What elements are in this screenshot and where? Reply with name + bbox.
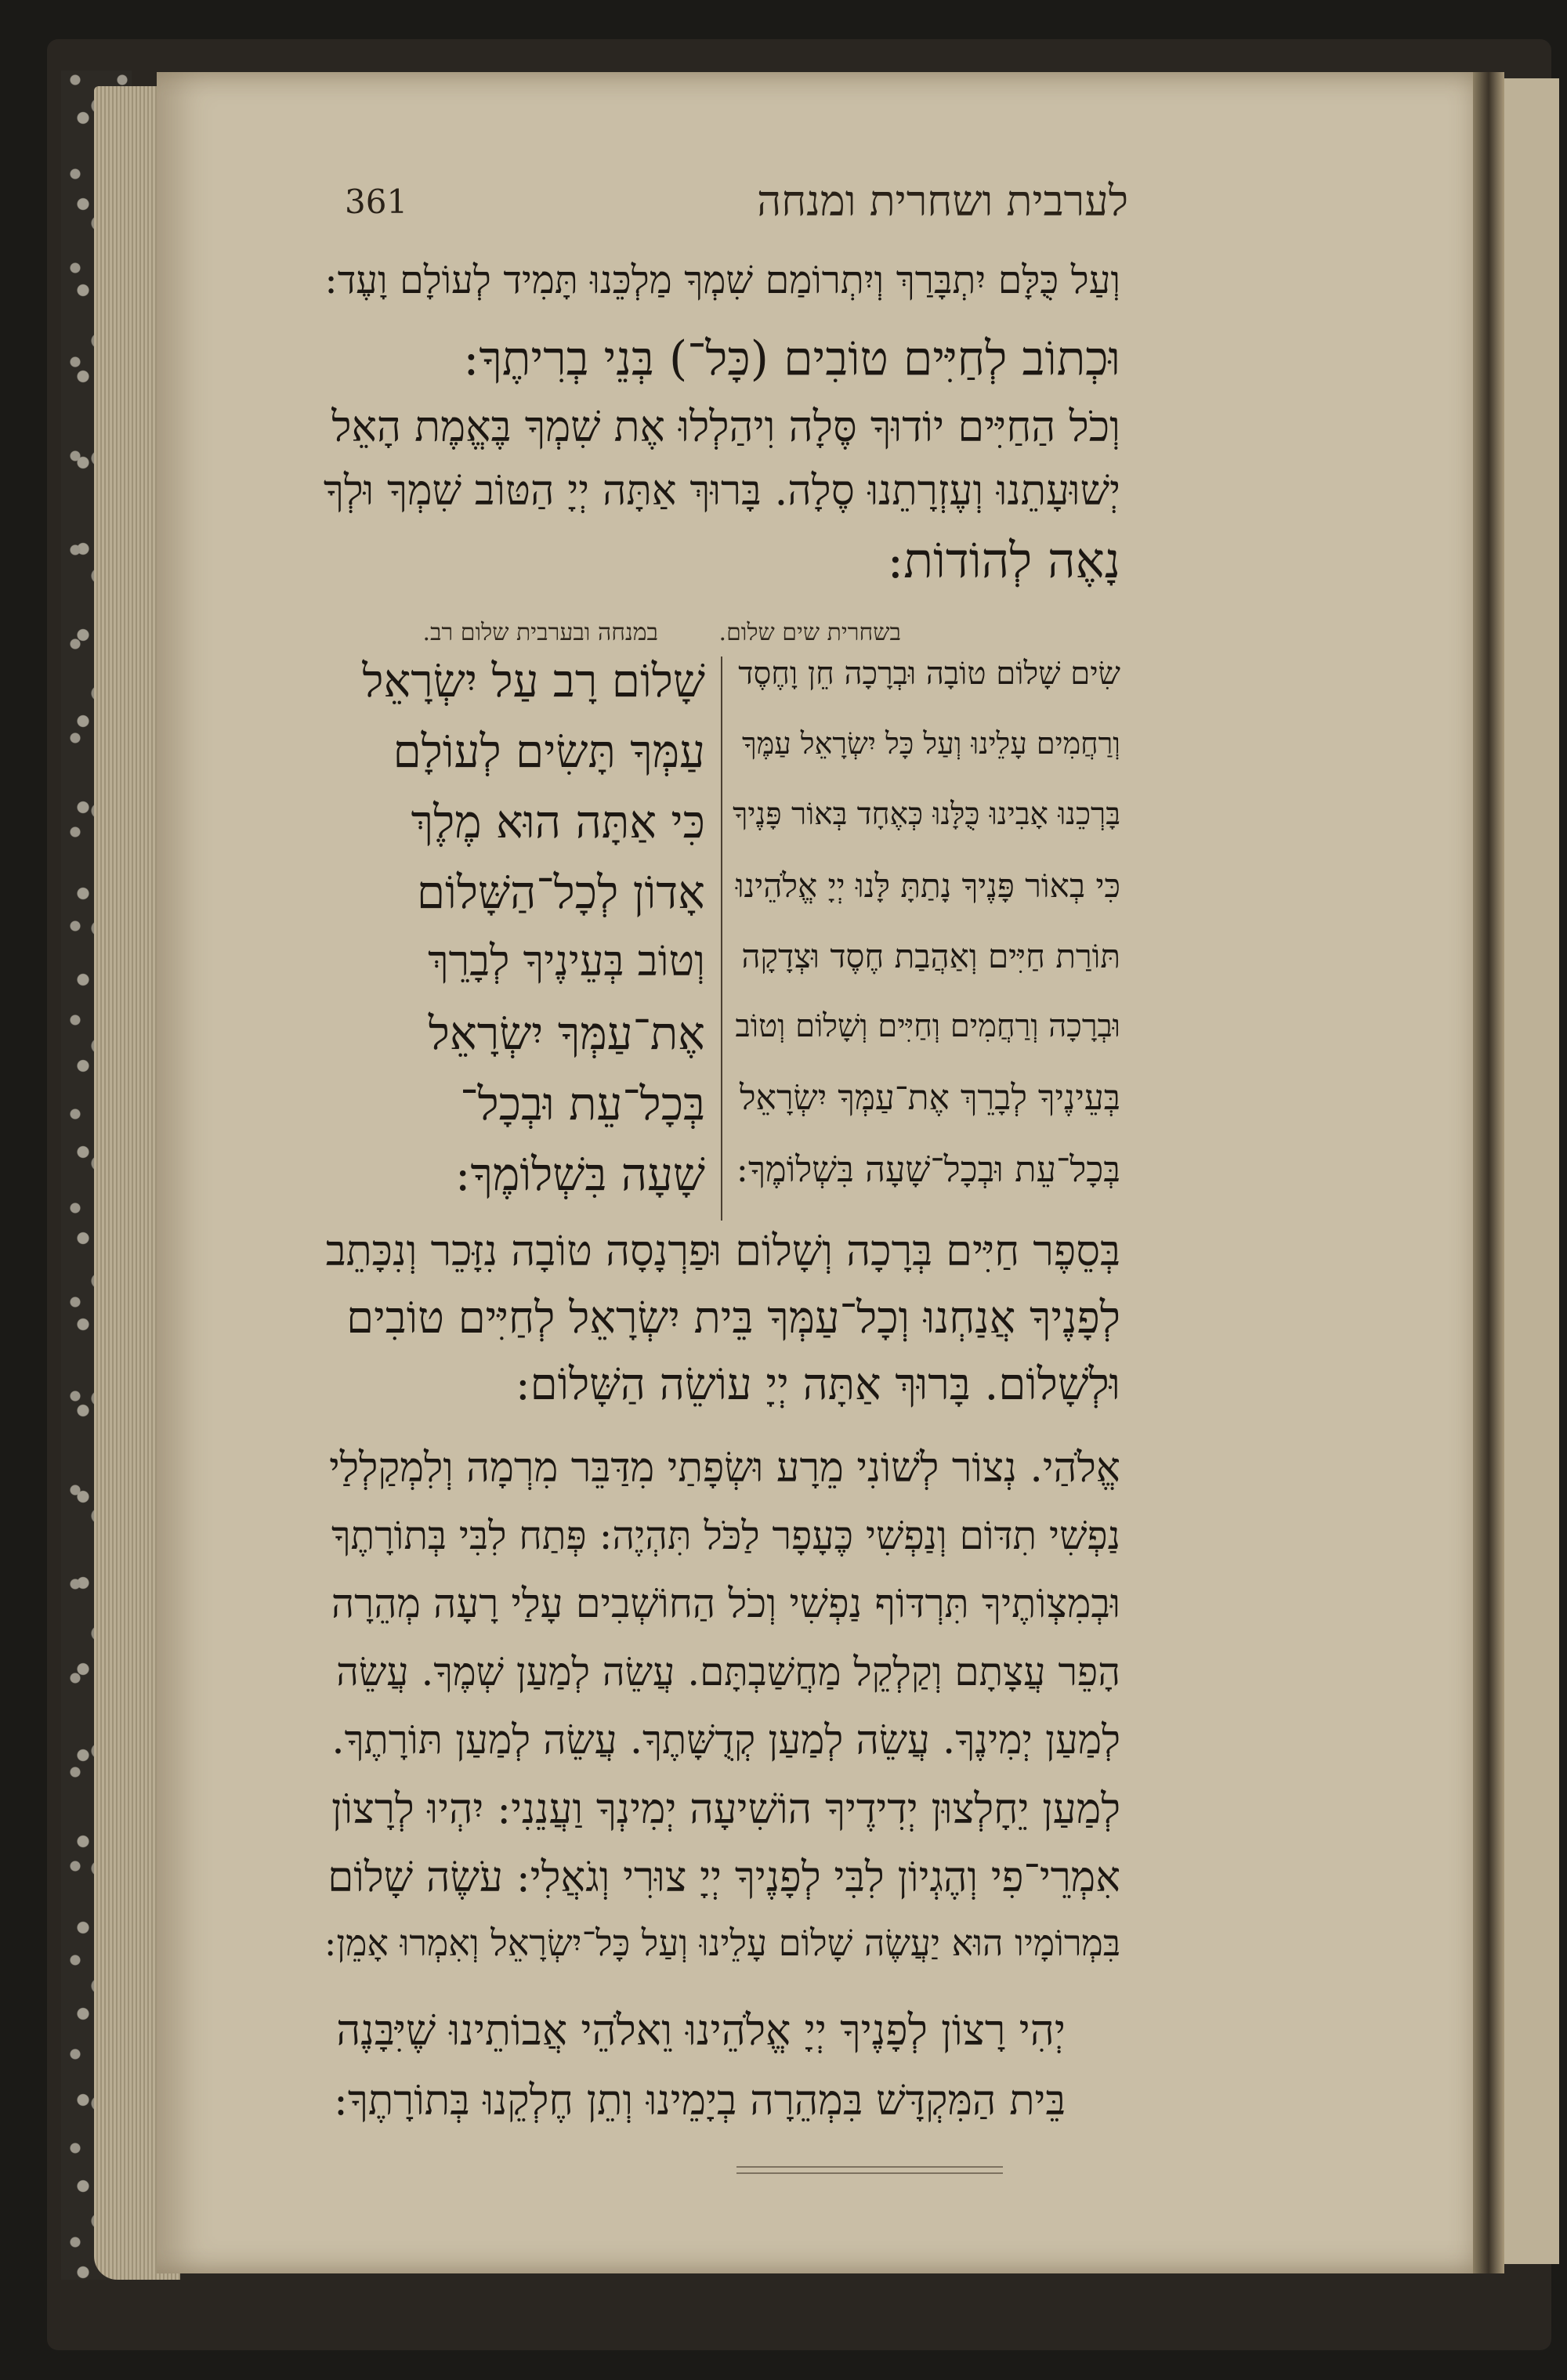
text-line: בָּרְכֵנוּ אָבִינוּ כֻּלָּנוּ כְּאֶחָד בְּאוֹר פָּנֶיךָ <box>733 797 1120 832</box>
text-line: וּלְשָׁלוֹם. בָּרוּךְ אַתָּה יְיָ עוֹשֵׂה הַשָּׁלוֹם: <box>515 1359 1120 1410</box>
text-line: נַפְשִׁי תִדּוֹם וְנַפְשִׁי כֶּעָפָר לַכֹּל תִּהְיֶה: פְּתַח לִבִּי בְּתוֹרָתֶךָ <box>331 1513 1120 1558</box>
text-line: יְהִי רָצוֹן לְפָנֶיךָ יְיָ אֱלֹהֵינוּ וֵאלֹהֵי אֲבוֹתֵינוּ שֶׁיִּבָּנֶה <box>336 2006 1066 2055</box>
text-line: אֶת־עַמְּךָ יִשְׂרָאֵל <box>428 1007 705 1060</box>
text-line: שִׂים שָׁלוֹם טוֹבָה וּבְרָכָה חֵן וָחֶסֶד <box>738 656 1120 692</box>
text-line: בִּמְרוֹמָיו הוּא יַעֲשֶׂה שָׁלוֹם עָלֵינוּ וְעַל כָּל־יִשְׂרָאֵל וְאִמְרוּ אָמֵן: <box>324 1922 1120 1964</box>
end-rule <box>736 2166 1003 2168</box>
text-line: בְּסֵפֶר חַיִּים בְּרָכָה וְשָׁלוֹם וּפַרְנָסָה טוֹבָה נִזָּכֵר וְנִכָּתֵב <box>325 1226 1120 1275</box>
text-line: תּוֹרַת חַיִּים וְאַהֲבַת חֶסֶד וּצְדָקָה <box>741 937 1120 975</box>
text-line: שָׁלוֹם רָב עַל יִשְׂרָאֵל <box>362 654 705 707</box>
text-line: אָדוֹן לְכָל־הַשָּׁלוֹם <box>416 866 705 919</box>
text-line: בְּכָל־עֵת וּבְכָל־שָׁעָה בִּשְׁלוֹמֶךָ: <box>736 1148 1120 1190</box>
text-line: בְּעֵינֶיךָ לְבָרֵךְ אֶת־עַמְּךָ יִשְׂרָאֵל <box>739 1078 1120 1118</box>
text-line: כִּי בְאוֹר פָּנֶיךָ נָתַתָּ לָּנוּ יְיָ אֱלֹהֵינוּ <box>735 866 1120 905</box>
page-header <box>345 176 1128 239</box>
left-column-label: במנחה ובערבית שלום רב. <box>422 619 658 646</box>
text-line: יְשׁוּעָתֵנוּ וְעֶזְרָתֵנוּ סֶלָה. בָּרוּךְ אַתָּה יְיָ הַטּוֹב שִׁמְךָ וּלְךָ <box>323 467 1120 515</box>
end-rule <box>736 2172 1003 2174</box>
text-line: שָׁעָה בִּשְׁלוֹמֶךָ: <box>454 1148 705 1201</box>
text-line: וְעַל כֻּלָּם יִתְבָּרַךְ וְיִתְרוֹמַם שִׁמְךָ מַלְכֵּנוּ תָּמִיד לְעוֹלָם וָעֶד: <box>324 258 1120 302</box>
text-line: אִמְרֵי־פִי וְהֶגְיוֹן לִבִּי לְפָנֶיךָ יְיָ צוּרִי וְגֹאֲלִי: עֹשֶׂה שָׁלוֹם <box>328 1854 1120 1901</box>
page-number: 361 <box>345 183 408 221</box>
text-line: נָאֶה לְהוֹדוֹת: <box>887 532 1120 589</box>
column-divider <box>721 656 722 1221</box>
text-line: וּכְתוֹב לְחַיִּים טוֹבִים (כָּל־) בְּנֵי בְרִיתֶךָ: <box>463 331 1120 386</box>
text-line: בֵּית הַמִּקְדָּשׁ בִּמְהֵרָה בְיָמֵינוּ וְתֵן חֶלְקֵנוּ בְּתוֹרָתֶךָ: <box>333 2077 1066 2125</box>
running-title: לערבית ושחרית ומנחה <box>757 176 1128 226</box>
text-line: הָפֵר עֲצָתָם וְקַלְקֵל מַחֲשַׁבְתָּם. עֲשֵׂה לְמַעַן שְׁמֶךָ. עֲשֵׂה <box>336 1649 1120 1695</box>
text-line: וְכֹל הַחַיִּים יוֹדוּךָ סֶּלָה וִיהַלְלוּ אֶת שִׁמְךָ בֶּאֱמֶת הָאֵל <box>331 402 1120 451</box>
text-line: עַמְּךָ תָּשִׂים לְעוֹלָם <box>393 725 705 778</box>
facing-page-edge <box>1504 78 1559 2264</box>
book-gutter <box>1473 72 1504 2273</box>
text-line: וְרַחֲמִים עָלֵינוּ וְעַל כָּל יִשְׂרָאֵל עַמֶּךָ <box>742 726 1120 761</box>
text-line: בְּכָל־עֵת וּבְכָל־ <box>460 1077 705 1130</box>
text-line: וְטוֹב בְּעֵינֶיךָ לְבָרֵךְ <box>428 936 705 986</box>
text-line: לְמַעַן יֵחָלְצוּן יְדִידֶיךָ הוֹשִׁיעָה יְמִינְךָ וַעֲנֵנִי: יִהְיוּ לְרָצוֹן <box>331 1785 1120 1833</box>
text-line: כִּי אַתָּה הוּא מֶלֶךְ <box>411 795 705 848</box>
right-column-label: בשחרית שים שלום. <box>718 619 901 646</box>
text-line: וּבְמִצְוֹתֶיךָ תִּרְדּוֹף נַפְשִׁי וְכֹל הַחוֹשְׁבִים עָלַי רָעָה מְהֵרָה <box>331 1581 1120 1627</box>
text-line: אֱלֹהַי. נְצוֹר לְשׁוֹנִי מֵרָע וּשְׂפָתַי מִדַּבֵּר מִרְמָה וְלִמְקַלְלַי <box>329 1445 1120 1492</box>
text-line: וּבְרָכָה וְרַחֲמִים וְחַיִּים וְשָׁלוֹם וְטוֹב <box>735 1008 1120 1044</box>
text-line: לְמַעַן יְמִינֶךָ. עֲשֵׂה לְמַעַן קְדֻשָּׁתֶךָ. עֲשֵׂה לְמַעַן תּוֹרָתֶךָ. <box>331 1717 1120 1763</box>
text-line: לְפָנֶיךָ אֲנַחְנוּ וְכָל־עַמְּךָ בֵּית יִשְׂרָאֵל לְחַיִּים טוֹבִים <box>346 1293 1120 1344</box>
